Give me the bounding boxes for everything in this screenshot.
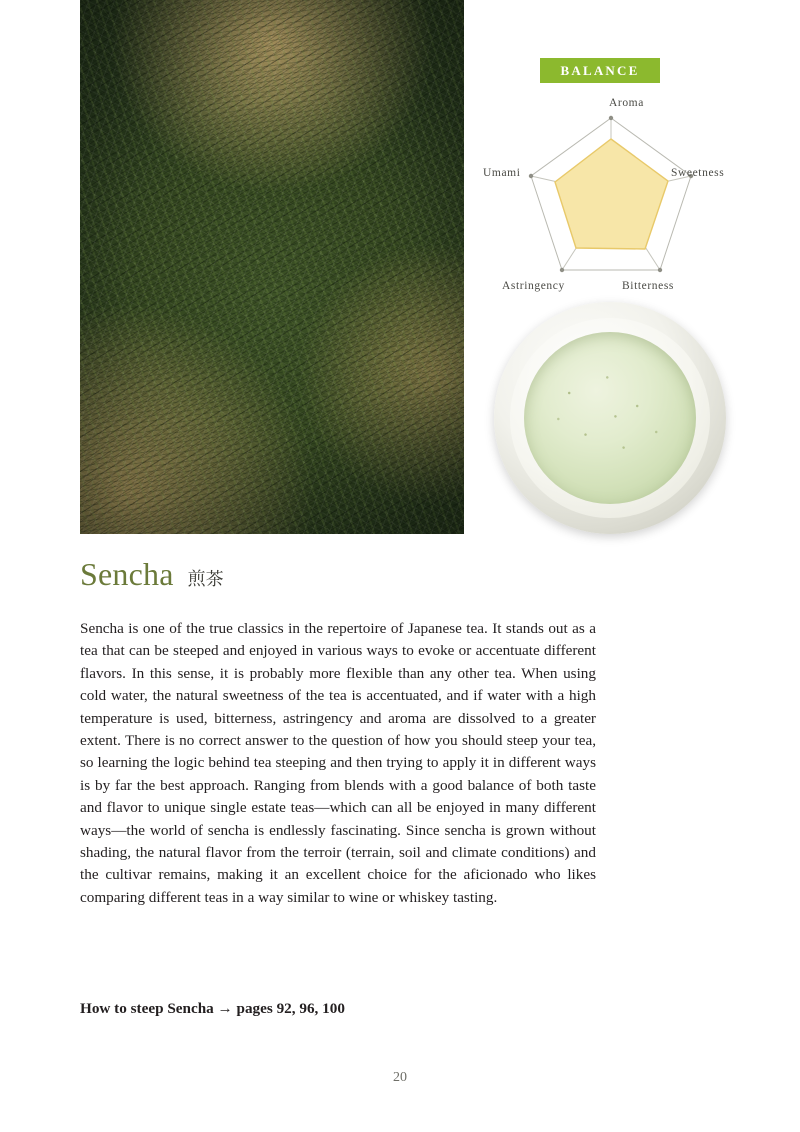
- radar-svg: [478, 88, 744, 288]
- page-number: 20: [393, 1070, 407, 1085]
- balance-radar-chart: [478, 88, 744, 292]
- page-title-english: Sencha: [80, 556, 174, 592]
- radar-label-sweetness: Sweetness: [671, 167, 725, 179]
- radar-label-bitterness: Bitterness: [622, 280, 674, 292]
- radar-vertex-dot: [609, 116, 613, 120]
- radar-label-aroma: Aroma: [609, 97, 644, 109]
- article-body: Sencha is one of the true classics in the repertoire of Japanese tea. It stands out as a tea that can be steeped and enjoyed in various ways to evoke or accentuate different flavors. In this sense, it is probably more flexible than any other tea. When using cold water, the natural sweetness of the tea is accentuated, and if water with a high temperature is used, bitterness, astringency and aroma are dissolved to a greater extent. There is no correct answer to the question of how you should steep your tea, so learning the logic behind tea steeping and then trying to apply it in different ways is by far the best approach. Ranging from blends with a good balance of both taste and flavor to unique single estate teas—which can all be enjoyed in many different ways—the world of sencha is endlessly fascinating. Since sencha is grown without shading, the natural flavor from the terroir (terrain, soil and climate conditions) and the cultivar remains, making it an excellent choice for the aficionado who likes comparing different teas in a way similar to wine or whiskey tasting.: [80, 620, 596, 906]
- radar-data-area: [555, 139, 668, 249]
- photo-vignette: [80, 0, 464, 534]
- balance-title: BALANCE: [540, 58, 660, 83]
- how-to-steep-reference: How to steep Sencha → pages 92, 96, 100: [80, 1000, 345, 1017]
- page-title-japanese: 煎茶: [187, 569, 224, 590]
- radar-vertex-dot: [529, 174, 533, 178]
- radar-vertex-dot: [560, 268, 564, 272]
- balance-chart-block: [478, 58, 744, 290]
- radar-label-umami: Umami: [483, 167, 521, 179]
- radar-vertex-dot: [658, 268, 662, 272]
- page-title: [80, 556, 224, 593]
- sencha-leaf-photo: [80, 0, 464, 534]
- cup-liquid-specks: [542, 354, 678, 484]
- radar-label-astringency: Astringency: [502, 280, 565, 292]
- brewed-tea-cup-photo: [494, 302, 726, 534]
